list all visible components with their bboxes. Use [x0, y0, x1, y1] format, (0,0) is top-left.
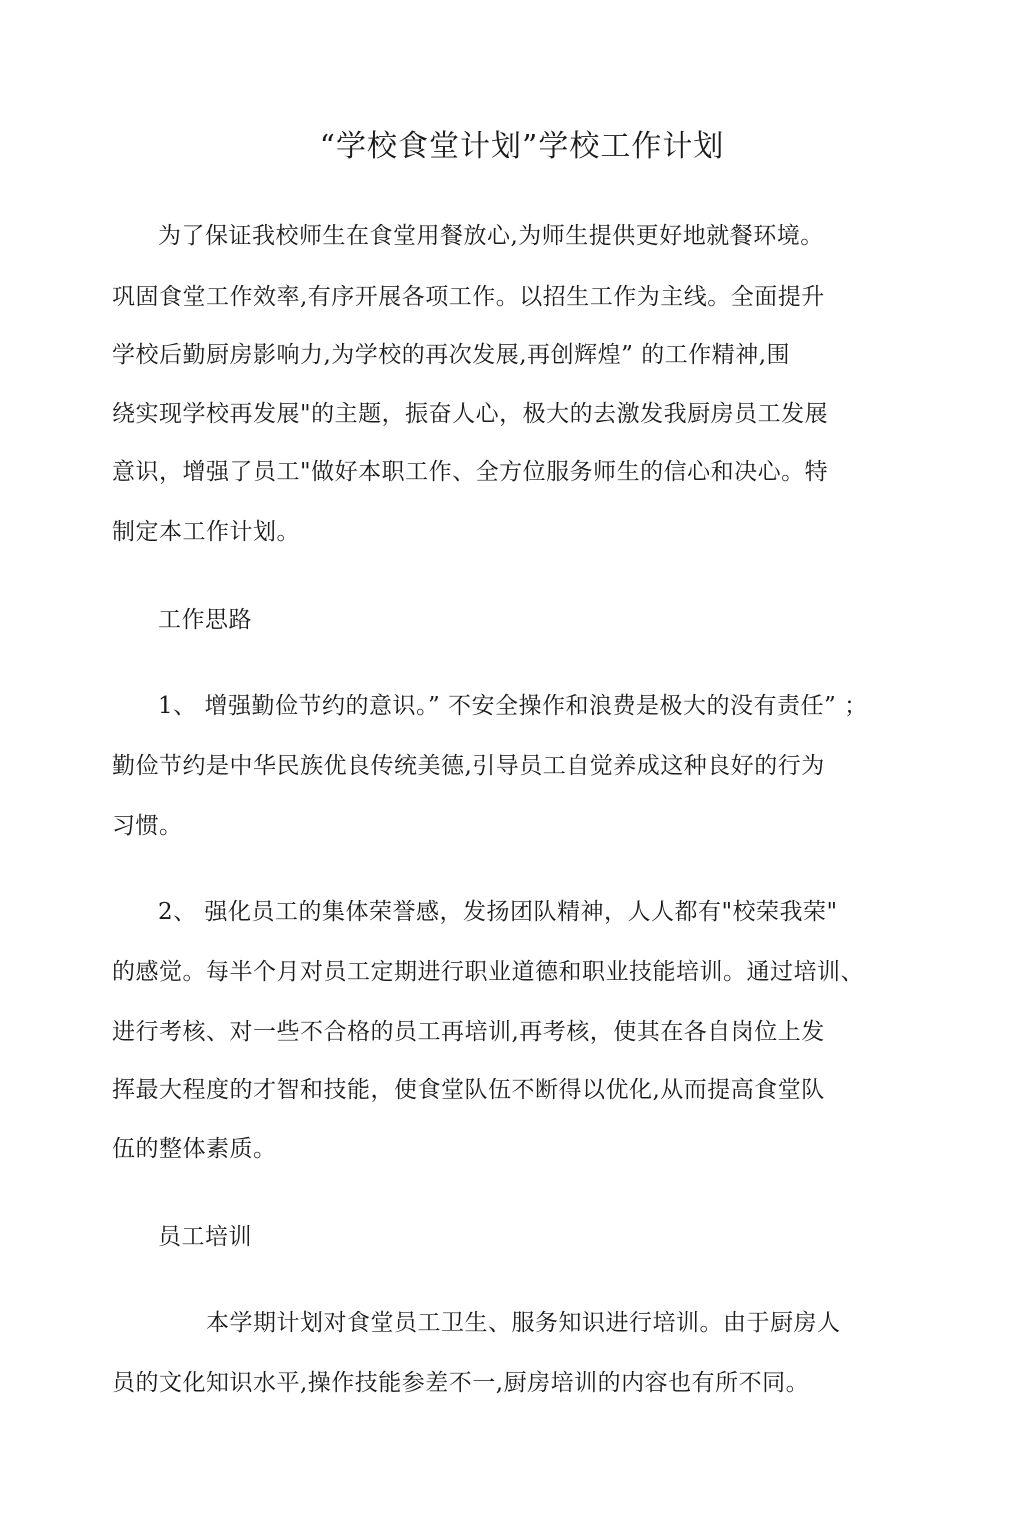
training-line-1: 本学期计划对食堂员工卫生、服务知识进行培训。由于厨房人: [206, 1310, 841, 1336]
section-heading-work-approach: 工作思路: [158, 607, 252, 633]
document-title: “学校食堂计划”学校工作计划: [319, 129, 725, 164]
intro-line-1: 为了保证我校师生在食堂用餐放心,为师生提供更好地就餐环境。: [158, 223, 824, 249]
item-2-line-2: 的感觉。每半个月对员工定期进行职业道德和职业技能培训。通过培训、: [112, 959, 864, 985]
item-1-line-1: 1、 增强勤俭节约的意识。” 不安全操作和浪费是极大的没有责任” ；: [158, 693, 868, 719]
intro-line-3: 学校后勤厨房影响力,为学校的再次发展,再创辉煌” 的工作精神,围: [112, 342, 791, 368]
intro-line-2: 巩固食堂工作效率,有序开展各项工作。以招生工作为主线。全面提升: [112, 284, 825, 310]
item-1-line-2: 勤俭节约是中华民族优良传统美德,引导员工自觉养成这种良好的行为: [112, 753, 825, 779]
intro-line-4: 绕实现学校再发展"的主题，振奋人心，极大的去激发我厨房员工发展: [112, 401, 829, 427]
section-heading-staff-training: 员工培训: [158, 1224, 252, 1250]
item-2-line-4: 挥最大程度的才智和技能，使食堂队伍不断得以优化,从而提高食堂队: [112, 1077, 825, 1103]
item-1-line-3: 习惯。: [112, 813, 183, 839]
intro-line-5: 意识，增强了员工"做好本职工作、全方位服务师生的信心和决心。特: [112, 459, 829, 485]
item-2-line-1: 2、 强化员工的集体荣誉感，发扬团队精神，人人都有"校荣我荣": [158, 899, 838, 925]
training-line-2: 员的文化知识水平,操作技能参差不一,厨房培训的内容也有所不同。: [112, 1370, 810, 1396]
item-2-line-3: 进行考核、对一些不合格的员工再培训,再考核，使其在各自岗位上发: [112, 1019, 825, 1045]
item-2-line-5: 伍的整体素质。: [112, 1136, 277, 1162]
intro-line-6: 制定本工作计划。: [112, 519, 300, 545]
